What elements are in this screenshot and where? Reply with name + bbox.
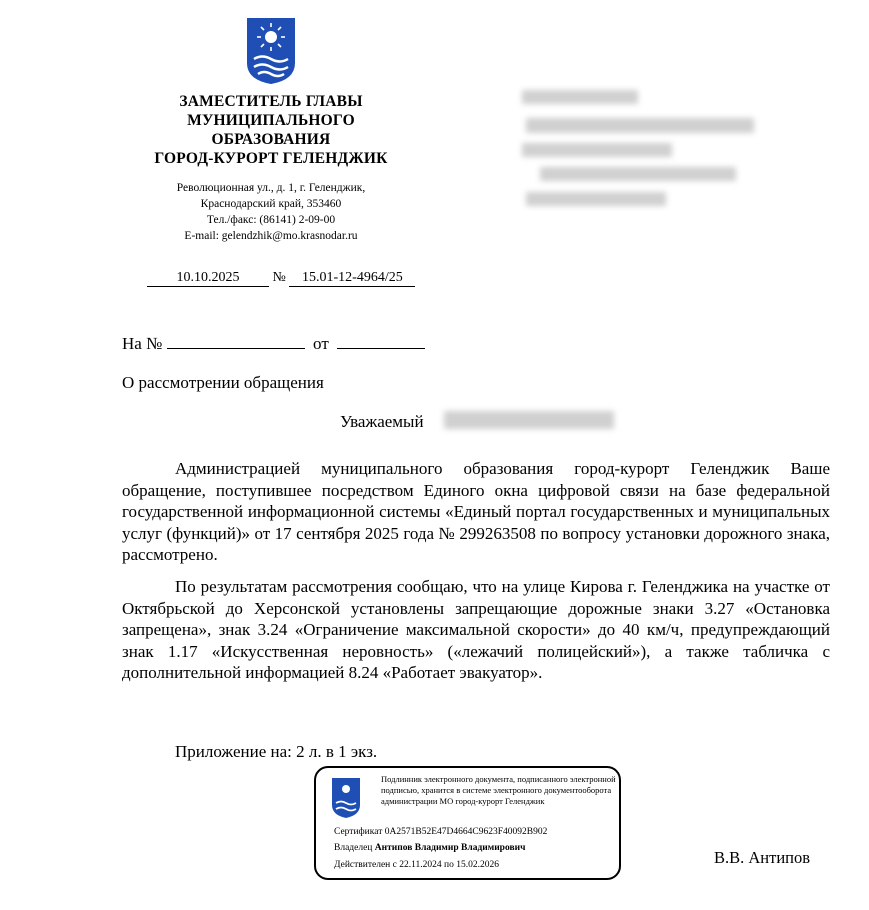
org-line-4: ГОРОД-КУРОРТ ГЕЛЕНДЖИК	[154, 150, 388, 167]
owner-value: Антипов Владимир Владимирович	[374, 843, 526, 853]
address-line-3: Тел./факс: (86141) 2-09-00	[206, 214, 336, 226]
document-date: 10.10.2025	[147, 270, 269, 287]
valid-label: Действителен	[334, 860, 391, 870]
reference-date-blank	[337, 334, 425, 349]
attachment-note: Приложение на: 2 л. в 1 экз.	[175, 742, 378, 761]
document-number: 15.01-12-4964/25	[289, 270, 415, 287]
coat-of-arms-icon	[246, 17, 296, 85]
stamp-coat-of-arms-icon	[331, 777, 361, 819]
certificate-label: Сертификат	[334, 827, 383, 837]
org-line-2: МУНИЦИПАЛЬНОГО	[187, 112, 355, 129]
stamp-note: Подлинник электронного документа, подписанного электронной подписью, хранится в системе электронного документооборота администрации МО город-курорт Геленджик	[381, 774, 616, 806]
greeting	[340, 411, 424, 433]
certificate-value: 0A2571B52E47D4664C9623F40092B902	[384, 827, 548, 837]
stamp-owner-row	[334, 843, 525, 853]
organization-address	[120, 180, 422, 244]
reference-number-blank	[167, 334, 305, 349]
body-paragraph-2: По результатам рассмотрения сообщаю, что на улице Кирова г. Геленджика на участке от Октябрьской до Херсонской установлены запрещающие дорожные знаки 3.27 «Остановка запрещена», знак 3.24 «Ограничение максимальной скорости» до 40 км/ч, предупреждающий знак 1.17 «Искусственная неровность» («лежачий полицейский»), а также табличка с дополнительной информацией 8.24 «Работает эвакуатор».	[122, 577, 830, 682]
reference-date-label: от	[313, 334, 329, 353]
address-line-4: E-mail: gelendzhik@mo.krasnodar.ru	[184, 230, 358, 242]
reference-line	[122, 333, 425, 355]
valid-from-label: с	[392, 860, 397, 870]
reference-number-label: На №	[122, 334, 163, 353]
org-line-1: ЗАМЕСТИТЕЛЬ ГЛАВЫ	[179, 93, 363, 110]
organization-title	[120, 92, 422, 168]
valid-to-label: по	[444, 860, 454, 870]
stamp-certificate-row	[334, 827, 547, 837]
valid-from-date: 22.11.2024	[399, 860, 442, 870]
e-signature-stamp	[314, 766, 621, 880]
address-line-1: Революционная ул., д. 1, г. Геленджик,	[176, 182, 366, 194]
greeting-word: Уважаемый	[340, 412, 424, 431]
stamp-validity-row	[334, 860, 499, 870]
registration-line	[147, 270, 415, 287]
org-line-3: ОБРАЗОВАНИЯ	[211, 131, 331, 148]
letter-subject: О рассмотрении обращения	[122, 373, 324, 392]
number-sign: №	[272, 270, 286, 285]
address-line-2: Краснодарский край, 353460	[200, 198, 342, 210]
valid-to-date: 15.02.2026	[456, 860, 499, 870]
body-paragraph-1: Администрацией муниципального образования город-курорт Геленджик Ваше обращение, поступившее посредством Единого окна цифровой связи на базе федеральной государственной информационной системы «Единый портал государственных и муниципальных услуг (функций)» от 17 сентября 2025 года № 299263508 по вопросу установки дорожного знака, рассмотрено.	[122, 459, 830, 564]
signer-name: В.В. Антипов	[714, 848, 811, 867]
owner-label: Владелец	[334, 843, 373, 853]
recipient-name-redacted	[444, 411, 614, 429]
